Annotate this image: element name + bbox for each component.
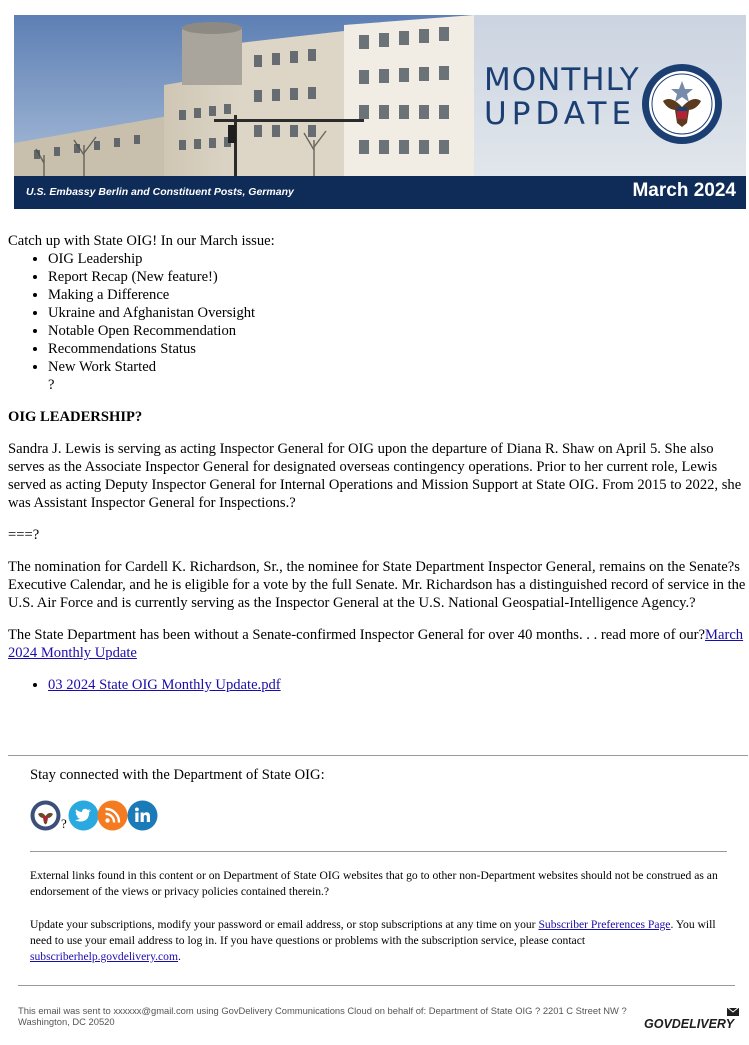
rss-icon[interactable]	[97, 800, 128, 831]
subscription-suffix: .	[178, 950, 181, 963]
section-heading: OIG LEADERSHIP?	[8, 409, 143, 425]
twitter-icon[interactable]	[68, 800, 99, 831]
subscription-prefix: Update your subscriptions, modify your password or email address, or stop subscriptions at any time on your	[30, 918, 539, 931]
state-oig-seal-icon	[641, 63, 723, 145]
divider	[18, 985, 735, 986]
divider	[30, 851, 727, 852]
list-trailing-char: ?	[48, 377, 55, 393]
list-item	[48, 676, 748, 694]
linkedin-icon[interactable]	[127, 800, 158, 831]
govdelivery-logo-text: GOVDELIVERY	[644, 1017, 735, 1031]
banner-title	[484, 63, 639, 131]
read-more-text: The State Department has been without a Senate-confirmed Inspector General for over 40 months. . . read more of our?	[8, 627, 706, 643]
list-item: • Ukraine and Afghanistan Oversight	[48, 304, 748, 322]
social-trailing-char: ?	[61, 816, 67, 831]
nomination-paragraph: The nomination for Cardell K. Richardson, Sr., the nominee for State Department Inspector General, remains on the Senate?s Executive Calendar, and he is eligible for a vote by the full Senate. Mr. Richardson has a distinguished record of service in the U.S. Air Force and is currently serving as the Inspector General at the U.S. National Geospatial-Intelligence Agency.?	[8, 559, 746, 611]
state-seal-icon[interactable]	[30, 800, 61, 831]
monthly-update-link[interactable]: March 2024 Monthly Update	[8, 627, 744, 661]
separator-text: ===?	[8, 527, 40, 543]
banner-title-line2: UPDATE	[484, 96, 637, 132]
subscriber-preferences-link[interactable]: Subscriber Preferences Page	[538, 918, 671, 931]
pdf-download-link[interactable]: 03 2024 State OIG Monthly Update.pdf	[48, 677, 281, 693]
intro-text: Catch up with State OIG! In our March issue:	[8, 233, 275, 249]
divider	[8, 755, 748, 756]
stay-connected-text: Stay connected with the Department of State OIG:	[30, 767, 325, 783]
subscription-middle: . You will need to use your email address to log in. If you have questions or problems with the subscription service, please contact	[30, 918, 716, 947]
banner-strip	[14, 176, 746, 209]
list-item: • Notable Open Recommendation	[48, 322, 748, 340]
leadership-paragraph: Sandra J. Lewis is serving as acting Inspector General for OIG upon the departure of Diana R. Shaw on April 5. She also serves as the Associate Inspector General for designated overseas contingency operations. Prior to her current role, Lewis served as acting Deputy Inspector General for Internal Operations and Mission Support at State OIG. From 2015 to 2022, she was Assistant Inspector General for Inspections.?	[8, 441, 742, 511]
banner-title-line1: MONTHLY	[484, 62, 640, 98]
list-item: • New Work Started	[48, 358, 748, 376]
list-item: • OIG Leadership	[48, 250, 748, 268]
read-more-paragraph	[8, 626, 748, 662]
list-item: • Making a Difference	[48, 286, 748, 304]
banner-date: March 2024	[632, 180, 736, 201]
attachment-list	[8, 676, 748, 694]
banner-subtitle: U.S. Embassy Berlin and Constituent Posts, Germany	[26, 186, 294, 198]
envelope-icon	[727, 1008, 739, 1016]
disclaimer-text: External links found in this content or on Department of State OIG websites that go to other non-Department websites should not be construed as an endorsement of the views or privacy policies contained therein.?	[30, 869, 718, 898]
govdelivery-logo[interactable]	[643, 1008, 741, 1034]
subscription-text	[30, 917, 730, 965]
issue-contents-list	[8, 250, 748, 376]
footer-text: This email was sent to xxxxxx@gmail.com using GovDelivery Communications Cloud on behalf of: Department of State OIG ? 2201 C Street NW ? Washington, DC 20520	[18, 1005, 627, 1027]
list-item: • Report Recap (New feature!)	[48, 268, 748, 286]
list-item: • Recommendations Status	[48, 340, 748, 358]
header-banner	[14, 15, 746, 209]
newsletter-body	[8, 232, 748, 694]
subscriber-help-link[interactable]: subscriberhelp.govdelivery.com	[30, 950, 178, 963]
